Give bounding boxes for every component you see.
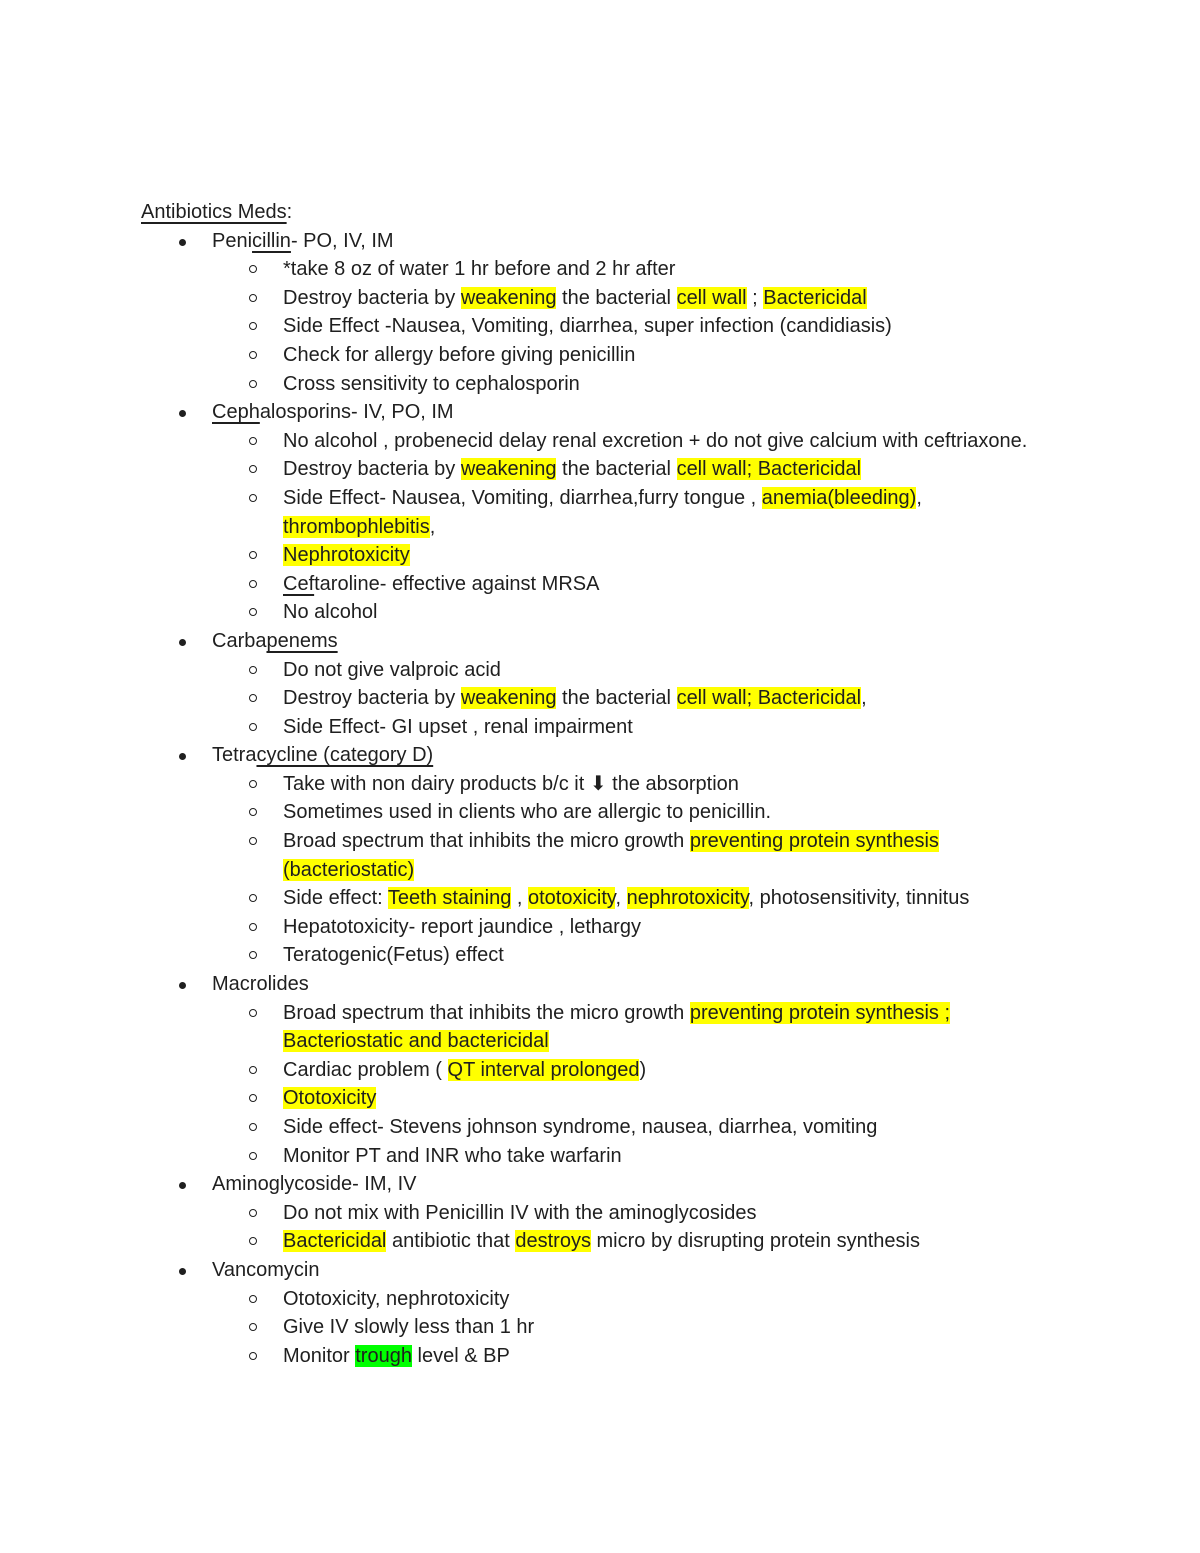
circle-bullet-icon — [249, 465, 257, 473]
document-body — [141, 198, 1041, 1370]
bullet-icon — [179, 982, 186, 989]
circle-bullet-icon — [249, 780, 257, 788]
list-item: Check for allergy before giving penicillin — [212, 341, 1041, 370]
list-item: Broad spectrum that inhibits the micro growth preventing protein synthesis ; Bacteriostatic and bactericidal — [212, 999, 1041, 1056]
circle-bullet-icon — [249, 951, 257, 959]
bullet-icon — [179, 1268, 186, 1275]
list-item: *take 8 oz of water 1 hr before and 2 hr after — [212, 255, 1041, 284]
circle-bullet-icon — [249, 265, 257, 273]
list-item: Monitor trough level & BP — [212, 1342, 1041, 1371]
list-item: No alcohol , probenecid delay renal excretion + do not give calcium with ceftriaxone. — [212, 427, 1041, 456]
circle-bullet-icon — [249, 294, 257, 302]
list-item: Cross sensitivity to cephalosporin — [212, 370, 1041, 399]
circle-bullet-icon — [249, 1066, 257, 1074]
circle-bullet-icon — [249, 608, 257, 616]
circle-bullet-icon — [249, 894, 257, 902]
bullet-icon — [179, 753, 186, 760]
circle-bullet-icon — [249, 1123, 257, 1131]
page-title: Antibiotics Meds: — [141, 201, 293, 223]
list-item: Side Effect- Nausea, Vomiting, diarrhea,furry tongue , anemia(bleeding), thrombophlebitis, — [212, 484, 1041, 541]
drug-carbapenems: Carbapenems Do not give valproic acid Destroy bacteria by weakening the bacterial cell wall; Bactericidal, Side Effect- GI upset , renal impairment — [141, 627, 1041, 741]
list-item: No alcohol — [212, 598, 1041, 627]
list-item: Destroy bacteria by weakening the bacterial cell wall; Bactericidal, — [212, 684, 1041, 713]
list-item: Cardiac problem ( QT interval prolonged) — [212, 1056, 1041, 1085]
bullet-icon — [179, 639, 186, 646]
circle-bullet-icon — [249, 694, 257, 702]
circle-bullet-icon — [249, 837, 257, 845]
list-item: Destroy bacteria by weakening the bacterial cell wall; Bactericidal — [212, 455, 1041, 484]
circle-bullet-icon — [249, 1352, 257, 1360]
drug-macrolides: Macrolides Broad spectrum that inhibits the micro growth preventing protein synthesis ; Bacteriostatic and bactericidal Cardiac problem ( QT interval prolonged) Ototoxicity Side effect- Stevens johnson syndrome, nausea, diarrhea, vomiting Monitor PT and INR who take warfarin — [141, 970, 1041, 1170]
circle-bullet-icon — [249, 1094, 257, 1102]
list-item: Give IV slowly less than 1 hr — [212, 1313, 1041, 1342]
circle-bullet-icon — [249, 808, 257, 816]
list-item: Broad spectrum that inhibits the micro growth preventing protein synthesis (bacteriostatic) — [212, 827, 1041, 884]
list-item: Do not mix with Penicillin IV with the aminoglycosides — [212, 1199, 1041, 1228]
circle-bullet-icon — [249, 1152, 257, 1160]
circle-bullet-icon — [249, 494, 257, 502]
drug-vancomycin: Vancomycin Ototoxicity, nephrotoxicity Give IV slowly less than 1 hr Monitor trough level & BP — [141, 1256, 1041, 1370]
list-item: Ototoxicity — [212, 1084, 1041, 1113]
bullet-icon — [179, 1182, 186, 1189]
list-item: Side Effect -Nausea, Vomiting, diarrhea, super infection (candidiasis) — [212, 312, 1041, 341]
drug-cephalosporins: Cephalosporins- IV, PO, IM No alcohol , probenecid delay renal excretion + do not give calcium with ceftriaxone. Destroy bacteria by weakening the bacterial cell wall; Bactericidal Side Effect- Nausea, Vomiting, diarrhea,furry tongue , anemia(bleeding), thrombophlebitis, Nephrotoxicity Ceftaroline- effective against MRSA No alcohol — [141, 398, 1041, 627]
list-item: Sometimes used in clients who are allergic to penicillin. — [212, 798, 1041, 827]
circle-bullet-icon — [249, 1237, 257, 1245]
circle-bullet-icon — [249, 666, 257, 674]
down-arrow-icon: ⬇ — [589, 772, 607, 795]
list-item: Ototoxicity, nephrotoxicity — [212, 1285, 1041, 1314]
list-item: Side effect- Stevens johnson syndrome, nausea, diarrhea, vomiting — [212, 1113, 1041, 1142]
list-item: Side effect: Teeth staining , ototoxicity, nephrotoxicity, photosensitivity, tinnitus — [212, 884, 1041, 913]
drug-aminoglycoside: Aminoglycoside- IM, IV Do not mix with Penicillin IV with the aminoglycosides Bactericidal antibiotic that destroys micro by disrupting protein synthesis — [141, 1170, 1041, 1256]
circle-bullet-icon — [249, 551, 257, 559]
drug-penicillin: Penicillin- PO, IV, IM *take 8 oz of water 1 hr before and 2 hr after Destroy bacteria by weakening the bacterial cell wall ; Bactericidal Side Effect -Nausea, Vomiting, diarrhea, super infection (candidiasis) Check for allergy before giving penicillin Cross sensitivity to cephalosporin — [141, 227, 1041, 399]
drug-list — [141, 227, 1041, 1371]
bullet-icon — [179, 410, 186, 417]
list-item: Take with non dairy products b/c it ⬇ the absorption — [212, 770, 1041, 799]
circle-bullet-icon — [249, 723, 257, 731]
title-text: Antibiotics Meds — [141, 201, 287, 223]
circle-bullet-icon — [249, 437, 257, 445]
circle-bullet-icon — [249, 1009, 257, 1017]
list-item: Monitor PT and INR who take warfarin — [212, 1142, 1041, 1171]
list-item: Nephrotoxicity — [212, 541, 1041, 570]
circle-bullet-icon — [249, 923, 257, 931]
circle-bullet-icon — [249, 380, 257, 388]
list-item: Do not give valproic acid — [212, 656, 1041, 685]
circle-bullet-icon — [249, 351, 257, 359]
circle-bullet-icon — [249, 1209, 257, 1217]
drug-tetracycline: Tetracycline (category D) Take with non dairy products b/c it ⬇ the absorption Sometimes used in clients who are allergic to penicillin. Broad spectrum that inhibits the micro growth preventing protein synthesis (bacteriostatic) Side effect: Teeth staining , ototoxicity, nephrotoxicity, photosensitivity, tinnitus Hepatotoxicity- report jaundice , lethargy Teratogenic(Fetus) effect — [141, 741, 1041, 970]
list-item: Bactericidal antibiotic that destroys micro by disrupting protein synthesis — [212, 1227, 1041, 1256]
list-item: Hepatotoxicity- report jaundice , lethargy — [212, 913, 1041, 942]
list-item: Side Effect- GI upset , renal impairment — [212, 713, 1041, 742]
list-item: Ceftaroline- effective against MRSA — [212, 570, 1041, 599]
bullet-icon — [179, 239, 186, 246]
circle-bullet-icon — [249, 1295, 257, 1303]
circle-bullet-icon — [249, 1323, 257, 1331]
list-item: Teratogenic(Fetus) effect — [212, 941, 1041, 970]
circle-bullet-icon — [249, 322, 257, 330]
circle-bullet-icon — [249, 580, 257, 588]
list-item: Destroy bacteria by weakening the bacterial cell wall ; Bactericidal — [212, 284, 1041, 313]
